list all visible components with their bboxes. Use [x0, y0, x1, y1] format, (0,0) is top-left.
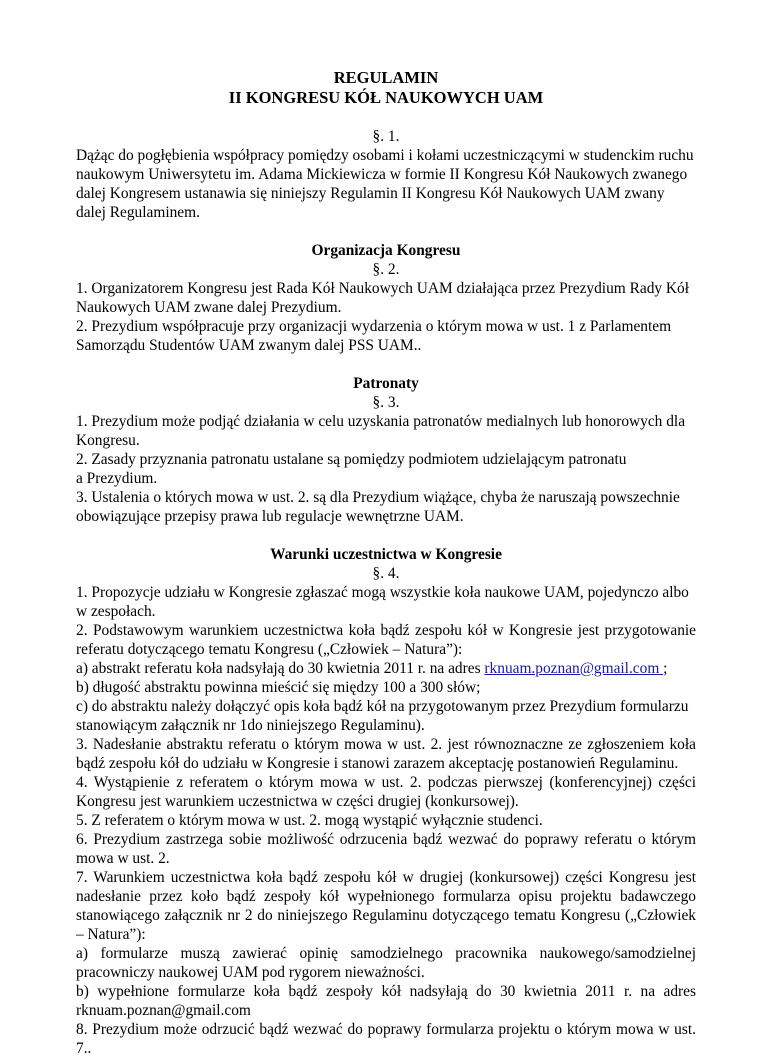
- section-4-paragraph-2: 2. Podstawowym warunkiem uczestnictwa koła bądź zespołu kół w Kongresie jest przygotowanie referatu dotyczącego tematu Kongresu („Człowiek – Natura”):: [76, 622, 696, 658]
- section-1-text: Dążąc do pogłębienia współpracy pomiędzy osobami i kołami uczestniczącymi w studenckim ruchu naukowym Uniwersytetu im. Adama Mickiewicza w formie II Kongresu Kół Naukowych zwanego dalej Kongresem ustanawia się niniejszy Regulamin II Kongresu Kół Naukowych UAM zwany dalej Regulaminem.: [76, 147, 694, 221]
- title-line-1: REGULAMIN: [333, 68, 439, 87]
- title-line-2: II KONGRESU KÓŁ NAUKOWYCH UAM: [228, 88, 544, 107]
- section-2-number: §. 2.: [372, 261, 400, 278]
- section-4-number: §. 4.: [372, 565, 400, 582]
- section-3-number: §. 3.: [372, 394, 400, 411]
- section-2-paragraph-2: 2. Prezydium współpracuje przy organizacji wydarzenia o którym mowa w ust. 1 z Parlamentem Samorządu Studentów UAM zwanym dalej PSS UAM..: [76, 318, 672, 354]
- paragraph-2a-text: a) abstrakt referatu koła nadsyłają do 30 kwietnia 2011 r. na adres: [76, 660, 485, 677]
- section-4-heading: Warunki uczestnictwa w Kongresie: [270, 546, 502, 563]
- section-4-paragraph-5: 5. Z referatem o którym mowa w ust. 2. mogą wystąpić wyłącznie studenci.: [76, 812, 543, 829]
- section-4-paragraph-3: 3. Nadesłanie abstraktu referatu o którym mowa w ust. 2. jest równoznaczne ze zgłoszeniem koła bądź zespołu kół do udziału w Kongresie i stanowi zarazem akceptację postanowień Regulaminu.: [76, 736, 696, 772]
- section-4-paragraph-7: 7. Warunkiem uczestnictwa koła bądź zespołu kół w drugiej (konkursowej) części Kongresu jest nadesłanie przez koło bądź zespoły kół wypełnionego formularza opisu projektu badawczego stanowiącego załącznik nr 2 do niniejszego Regulaminu dotyczącego tematu Kongresu („Człowiek – Natura”):: [76, 869, 696, 943]
- section-2-heading: Organizacja Kongresu: [311, 242, 461, 259]
- section-4-paragraph-4: 4. Wystąpienie z referatem o którym mowa w ust. 2. podczas pierwszej (konferencyjnej) części Kongresu jest warunkiem uczestnictwa w części drugiej (konkursowej).: [76, 774, 696, 810]
- document-page: [76, 68, 696, 1058]
- section-4-paragraph-8: 8. Prezydium może odrzucić bądź wezwać do poprawy formularza projektu o którym mowa w ust. 7..: [76, 1021, 696, 1057]
- section-4-paragraph-7b: b) wypełnione formularze koła bądź zespoły kół nadsyłają do 30 kwietnia 2011 r. na adres rknuam.poznan@gmail.com: [76, 983, 696, 1019]
- email-link[interactable]: rknuam.poznan@gmail.com: [484, 660, 664, 677]
- section-4-paragraph-7a: a) formularze muszą zawierać opinię samodzielnego pracownika naukowego/samodzielnej pracowniczy naukowej UAM pod rygorem nieważności.: [76, 945, 696, 981]
- paragraph-2a-end: ;: [663, 660, 668, 677]
- section-2-paragraph-1: 1. Organizatorem Kongresu jest Rada Kół Naukowych UAM działająca przez Prezydium Rady Kół Naukowych UAM zwane dalej Prezydium.: [76, 280, 690, 316]
- section-3-paragraph-2b: a Prezydium.: [76, 470, 158, 487]
- section-3-paragraph-2a: 2. Zasady przyznania patronatu ustalane są pomiędzy podmiotem udzielającym patronatu: [76, 451, 627, 468]
- section-4-paragraph-2a: [76, 659, 696, 678]
- section-3-heading: Patronaty: [353, 375, 419, 392]
- document-title: [76, 68, 696, 108]
- section-3-paragraph-1: 1. Prezydium może podjąć działania w celu uzyskania patronatów medialnych lub honorowych dla Kongresu.: [76, 413, 686, 449]
- section-1-number: §. 1.: [372, 128, 400, 145]
- section-4-paragraph-6: 6. Prezydium zastrzega sobie możliwość odrzucenia bądź wezwać do poprawy referatu o którym mowa w ust. 2.: [76, 831, 696, 867]
- section-4-paragraph-2b: b) długość abstraktu powinna mieścić się między 100 a 300 słów;: [76, 679, 481, 696]
- section-4-paragraph-2c: c) do abstraktu należy dołączyć opis koła bądź kół na przygotowanym przez Prezydium formularzu stanowiącym załącznik nr 1do niniejszego Regulaminu).: [76, 698, 689, 734]
- section-3-paragraph-3: 3. Ustalenia o których mowa w ust. 2. są dla Prezydium wiążące, chyba że naruszają powszechnie obowiązujące przepisy prawa lub regulacje wewnętrzne UAM.: [76, 489, 680, 525]
- section-4-paragraph-1: 1. Propozycje udziału w Kongresie zgłaszać mogą wszystkie koła naukowe UAM, pojedynczo albo w zespołach.: [76, 584, 689, 620]
